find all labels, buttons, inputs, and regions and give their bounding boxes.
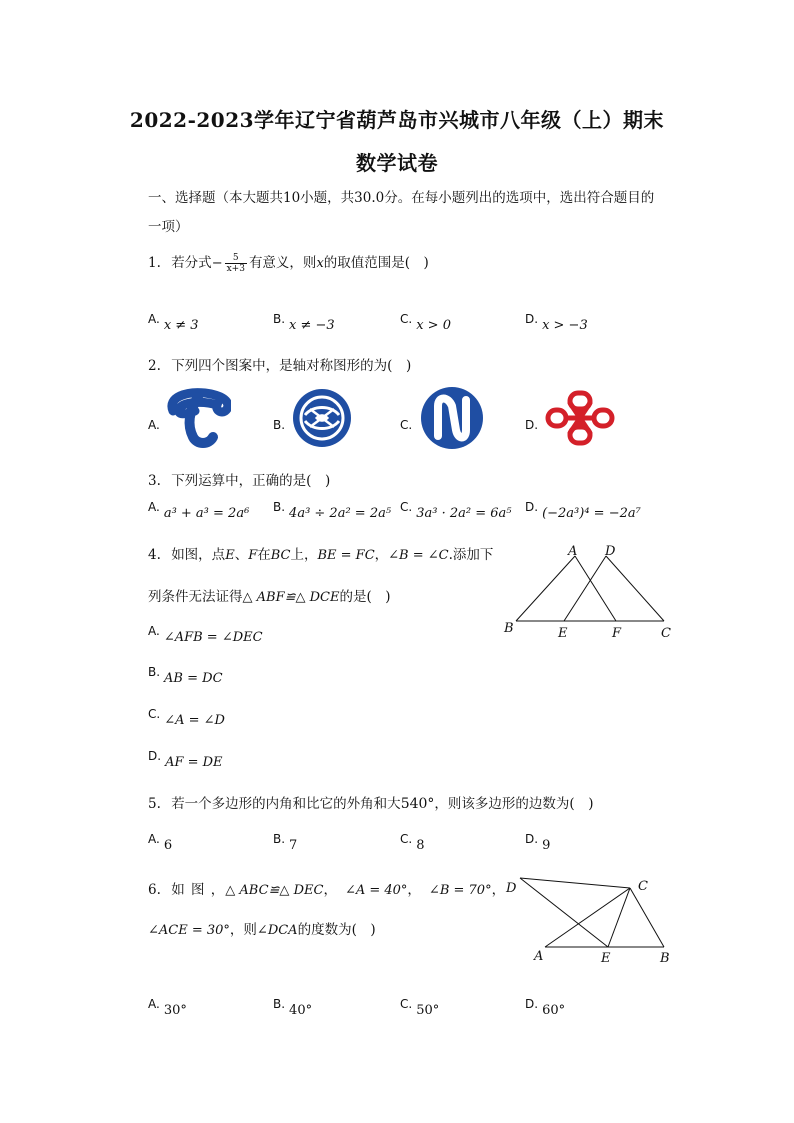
q6-triangle-figure (500, 870, 684, 970)
option-text: 9 (542, 838, 551, 853)
point-label: E (225, 548, 235, 563)
exam-title-line2: 数学试卷 (356, 151, 438, 175)
label-b: B (660, 951, 670, 966)
condition: ∠B = ∠C (388, 548, 449, 563)
option-text: ∠AFB = ∠DEC (163, 630, 263, 645)
option-text: x ≠ −3 (289, 318, 335, 333)
question-3 (148, 469, 330, 489)
q3-option-c[interactable] (400, 500, 512, 521)
question-text: 的是( ) (339, 589, 391, 605)
q6-option-b[interactable] (273, 997, 313, 1018)
label-a: A (534, 949, 544, 964)
question-text: 列条件无法证得 (148, 589, 243, 605)
label-a: A (568, 544, 578, 559)
option-letter: C. (400, 500, 413, 514)
q3-option-b[interactable] (273, 500, 392, 521)
option-letter: B. (273, 997, 286, 1011)
question-text: 上， (290, 547, 318, 563)
option-text: 3a³ · 2a² = 6a⁵ (416, 506, 512, 521)
option-text: x > −3 (542, 318, 588, 333)
section-heading: 一、选择题（本大题共10小题，共30.0分。在每小题列出的选项中，选出符合题目的 (148, 190, 655, 206)
option-text: AB = DC (164, 671, 223, 686)
q4-option-b[interactable] (148, 665, 223, 686)
option-text: (−2a³)⁴ = −2a⁷ (542, 506, 641, 521)
fraction-denominator: x+3 (226, 264, 245, 274)
option-letter: A. (148, 832, 160, 846)
question-text: 若分式 (171, 255, 212, 271)
question-5 (148, 792, 593, 812)
angle-ace: ∠ACE = 30° (148, 923, 230, 938)
question-number: 4. (148, 547, 161, 563)
question-4 (148, 543, 493, 563)
q1-option-c[interactable] (400, 312, 451, 333)
question-6-cont (148, 918, 376, 938)
option-text: a³ + a³ = 2a⁶ (163, 506, 250, 521)
label-d: D (506, 881, 517, 896)
question-text: 有意义，则 (248, 255, 317, 271)
angle-a: ∠A = 40° (344, 883, 408, 898)
q1-option-a[interactable] (148, 312, 199, 333)
question-text: 若一个多边形的内角和比它的外角和大 (171, 796, 401, 812)
option-letter: C. (148, 707, 161, 721)
q2-option-b-label[interactable] (273, 418, 289, 433)
question-text: 、 (234, 547, 249, 563)
q2-option-a-label[interactable] (148, 418, 164, 433)
exam-title-line1: 2022-2023学年辽宁省葫芦岛市兴城市八年级（上）期末 (129, 108, 665, 132)
option-letter: B. (148, 665, 161, 679)
q5-option-b[interactable] (273, 832, 298, 853)
question-text: ，则 (229, 922, 257, 938)
q4-triangle-figure (500, 540, 680, 644)
question-text: ， (374, 547, 389, 563)
option-letter: D. (525, 500, 539, 514)
question-6 (148, 878, 505, 898)
china-mobile-logo-icon[interactable] (291, 387, 353, 449)
option-letter: B. (273, 312, 286, 326)
q5-option-d[interactable] (525, 832, 551, 853)
question-text: ， (491, 882, 506, 898)
option-letter: A. (148, 500, 160, 514)
option-text: 50° (416, 1003, 440, 1018)
option-text: x > 0 (416, 318, 451, 333)
q1-option-b[interactable] (273, 312, 335, 333)
option-text: 6 (163, 838, 173, 853)
question-number: 3. (148, 473, 161, 489)
option-text: 30° (163, 1003, 187, 1018)
option-letter: A. (148, 418, 160, 432)
segment-label: BC (270, 548, 291, 563)
point-label: F (248, 548, 258, 563)
label-e: E (558, 626, 568, 641)
angle-value: 540° (400, 796, 435, 812)
condition: BE = FC (317, 548, 375, 563)
section-heading-cont: 一项） (148, 219, 189, 235)
option-text: 7 (289, 838, 298, 853)
option-letter: C. (400, 418, 413, 432)
option-text: 8 (416, 838, 425, 853)
q3-option-a[interactable] (148, 500, 250, 521)
option-letter: C. (400, 832, 413, 846)
q1-option-d[interactable] (525, 312, 588, 333)
question-number: 6. (148, 882, 161, 898)
q2-option-c-label[interactable] (400, 418, 416, 433)
q6-option-a[interactable] (148, 997, 187, 1018)
question-text: ，则该多边形的边数为( ) (434, 796, 594, 812)
option-letter: B. (273, 500, 286, 514)
question-number: 1. (148, 255, 161, 271)
question-text: 在 (257, 547, 271, 563)
label-c: C (638, 879, 648, 894)
q3-option-d[interactable] (525, 500, 641, 521)
option-letter: B. (273, 832, 286, 846)
question-4-cont (148, 585, 391, 605)
option-letter: D. (525, 418, 539, 432)
target-angle: ∠DCA (256, 923, 298, 938)
option-letter: D. (525, 832, 539, 846)
q4-option-c[interactable] (148, 707, 225, 728)
option-letter: C. (400, 997, 413, 1011)
option-text: 40° (289, 1003, 313, 1018)
question-text: ， (323, 882, 337, 898)
q5-option-a[interactable] (148, 832, 173, 853)
minus-sign: − (211, 256, 223, 271)
q4-option-d[interactable] (148, 749, 223, 770)
option-letter: C. (400, 312, 413, 326)
congruence: △ ABC≌△ DEC (225, 883, 324, 898)
q5-option-c[interactable] (400, 832, 425, 853)
label-b: B (504, 621, 514, 636)
option-letter: D. (525, 312, 539, 326)
label-f: F (612, 626, 622, 641)
question-number: 2. (148, 358, 161, 374)
fraction (225, 253, 247, 274)
question-number: 5. (148, 796, 161, 812)
option-letter: A. (148, 997, 160, 1011)
label-e: E (601, 951, 611, 966)
question-2 (148, 354, 411, 374)
q4-option-a[interactable] (148, 624, 263, 645)
fraction-numerator: 5 (225, 253, 247, 264)
china-netcom-logo-icon[interactable] (420, 386, 484, 450)
option-letter: A. (148, 624, 160, 638)
option-letter: D. (148, 749, 162, 763)
question-text: 下列运算中，正确的是( ) (171, 473, 331, 489)
option-letter: D. (525, 997, 539, 1011)
option-text: AF = DE (165, 755, 223, 770)
option-letter: A. (148, 312, 160, 326)
congruence: △ ABF≌△ DCE (242, 590, 340, 605)
question-text: 下列四个图案中，是轴对称图形的为( ) (171, 358, 412, 374)
q2-option-d-label[interactable] (525, 418, 542, 433)
question-text: 如图，点 (171, 547, 226, 563)
option-letter: B. (273, 418, 286, 432)
question-1 (148, 251, 429, 274)
china-telecom-logo-icon[interactable] (165, 387, 231, 449)
question-text: ， (407, 882, 421, 898)
angle-b: ∠B = 70° (428, 883, 492, 898)
option-text: 60° (542, 1003, 566, 1018)
question-text: .添加下 (448, 547, 494, 563)
label-c: C (661, 626, 671, 641)
option-text: 4a³ ÷ 2a² = 2a⁵ (289, 506, 392, 521)
question-text: 的取值范围是( ) (323, 255, 429, 271)
option-text: x ≠ 3 (163, 318, 199, 333)
question-text: 的度数为( ) (297, 922, 376, 938)
q6-option-c[interactable] (400, 997, 440, 1018)
label-d: D (605, 544, 616, 559)
option-text: ∠A = ∠D (164, 713, 225, 728)
q6-option-d[interactable] (525, 997, 566, 1018)
variable: x (316, 256, 324, 271)
china-unicom-knot-icon[interactable] (544, 389, 616, 447)
question-text: 如 图 ， (171, 882, 226, 898)
